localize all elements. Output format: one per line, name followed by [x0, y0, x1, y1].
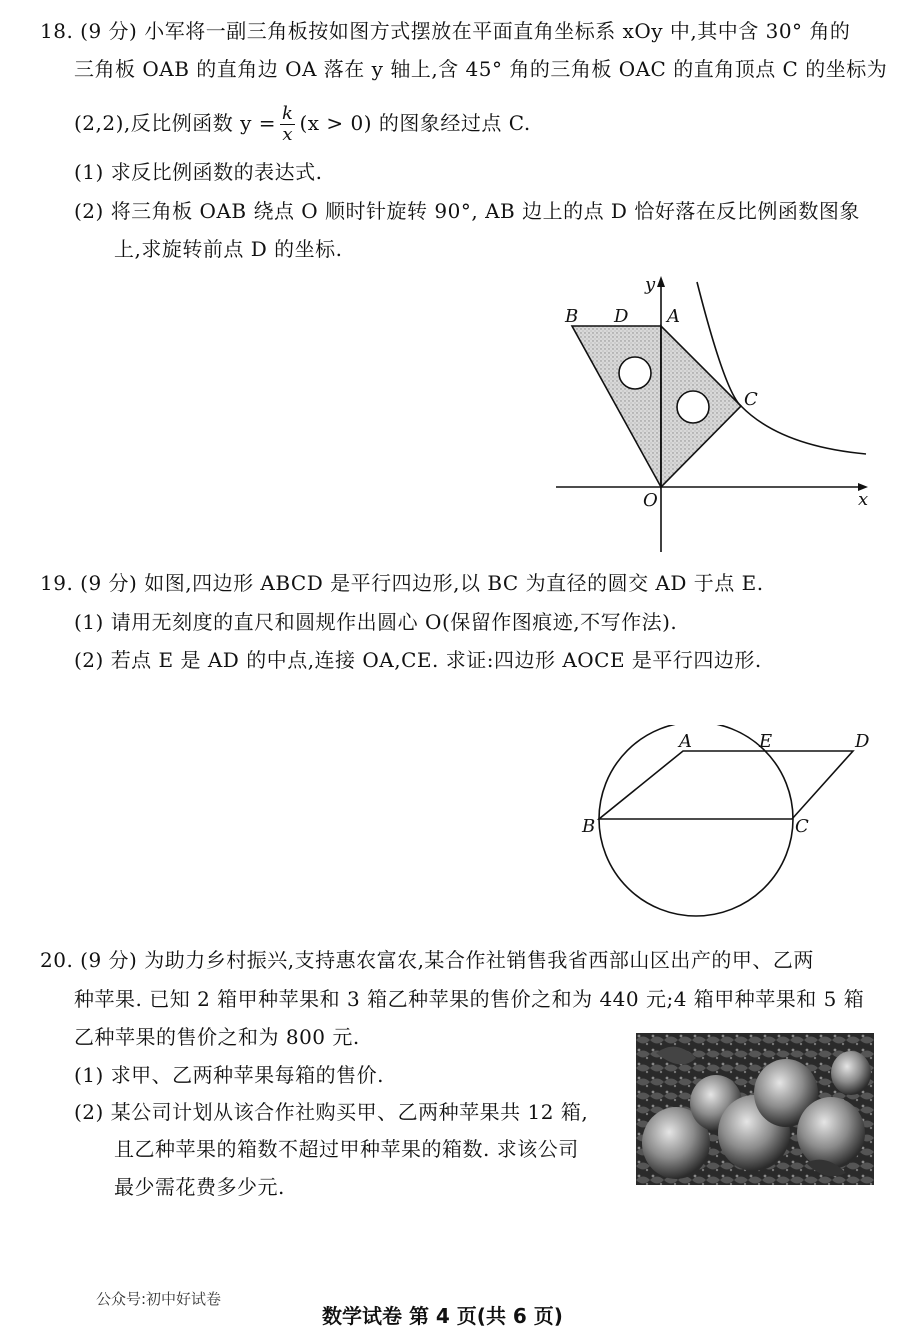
label-x: x [858, 489, 869, 510]
q18-figure [550, 268, 880, 558]
y-axis-arrow [657, 276, 665, 287]
q20-part2-line2: 且乙种苹果的箱数不超过甲种苹果的箱数. 求该公司 [114, 1137, 579, 1161]
q20-stem-line1: 20. (9 分) 为助力乡村振兴,支持惠农富农,某合作社销售我省西部山区出产的甲、乙两 [40, 948, 814, 972]
hole-1 [619, 357, 651, 389]
label-d: D [614, 306, 629, 327]
triangle-oab [572, 326, 661, 487]
apple-5 [797, 1097, 865, 1169]
q20-part1: (1) 求甲、乙两种苹果每箱的售价. [74, 1063, 385, 1087]
label-a: A [679, 731, 692, 752]
hyperbola-curve [697, 282, 866, 454]
label-e: E [759, 731, 773, 752]
q20-part2-line3: 最少需花费多少元. [114, 1175, 285, 1199]
label-b: B [582, 816, 596, 837]
q18-part2-line2: 上,求旋转前点 D 的坐标. [114, 237, 343, 261]
apple-photo [636, 1033, 874, 1185]
q18-fraction [280, 104, 295, 145]
q18-stem-line1: 18. (9 分) 小军将一副三角板按如图方式摆放在平面直角坐标系 xOy 中,其中含 30° 角的 [40, 19, 851, 43]
q18-stem-line2: 三角板 OAB 的直角边 OA 落在 y 轴上,含 45° 角的三角板 OAC 的直角顶点 C 的坐标为 [74, 57, 888, 81]
q18-line3-post: (x > 0) 的图象经过点 C. [299, 111, 531, 135]
q19-figure [580, 725, 880, 925]
q20-stem-line2: 种苹果. 已知 2 箱甲种苹果和 3 箱乙种苹果的售价之和为 440 元;4 箱甲种苹果和 5 箱 [74, 987, 865, 1011]
footer-page-info: 数学试卷 第 4 页(共 6 页) [322, 1304, 563, 1328]
q18-frac-den: x [282, 124, 294, 145]
label-c: C [795, 816, 809, 837]
q20-stem-line3: 乙种苹果的售价之和为 800 元. [74, 1025, 360, 1049]
hole-2 [677, 391, 709, 423]
footer-watermark: 公众号:初中好试卷 [96, 1290, 222, 1308]
q19-stem: 19. (9 分) 如图,四边形 ABCD 是平行四边形,以 BC 为直径的圆交 AD 于点 E. [40, 571, 764, 595]
q19-part1: (1) 请用无刻度的直尺和圆规作出圆心 O(保留作图痕迹,不写作法). [74, 610, 678, 634]
q18-frac-num: k [282, 103, 294, 124]
circle-bc-diameter [599, 725, 793, 916]
parallelogram-abcd [599, 751, 853, 819]
label-c: C [744, 389, 758, 410]
q18-line3-pre: (2,2),反比例函数 y = [74, 111, 277, 135]
q20-part2-line1: (2) 某公司计划从该合作社购买甲、乙两种苹果共 12 箱, [74, 1100, 589, 1124]
q18-stem-line3 [74, 104, 531, 145]
label-a: A [667, 306, 680, 327]
label-o: O [643, 490, 658, 511]
q19-part2: (2) 若点 E 是 AD 的中点,连接 OA,CE. 求证:四边形 AOCE 是平行四边形. [74, 648, 762, 672]
label-d: D [855, 731, 870, 752]
apple-6 [831, 1051, 871, 1095]
q18-part1: (1) 求反比例函数的表达式. [74, 160, 323, 184]
q18-part2-line1: (2) 将三角板 OAB 绕点 O 顺时针旋转 90°, AB 边上的点 D 恰好落在反比例函数图象 [74, 199, 860, 223]
label-y: y [645, 274, 656, 295]
label-b: B [565, 306, 579, 327]
